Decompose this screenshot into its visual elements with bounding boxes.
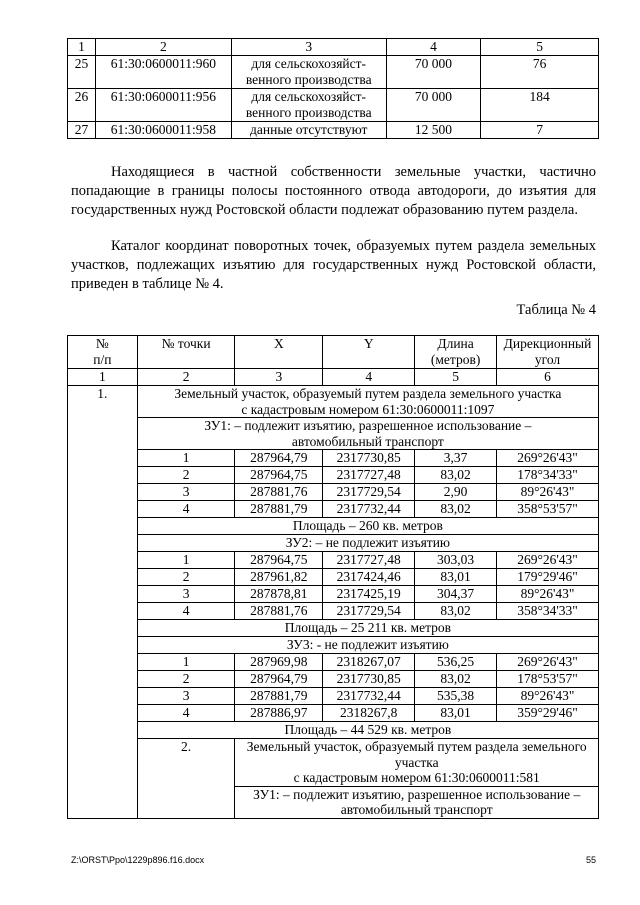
value-cell: 184 <box>481 89 599 122</box>
header-length <box>415 336 497 369</box>
x-coordinate: 287881,76 <box>235 484 323 501</box>
x-coordinate: 287964,79 <box>235 450 323 467</box>
land-use: данные отсутствуют <box>231 122 386 139</box>
coordinate-row <box>68 603 599 620</box>
land-use <box>231 89 386 122</box>
section-title <box>235 739 599 787</box>
paragraph-catalog: Каталог координат поворотных точек, образуемых путем раздела земельных участков, подлежащих изъятию для государственных нужд Ростовской области, приведен в таблице № 4. <box>71 238 596 292</box>
point-number: 3 <box>137 688 235 705</box>
y-coordinate: 2317729,54 <box>323 484 415 501</box>
y-coordinate: 2318267,07 <box>323 654 415 671</box>
area-value: 70 000 <box>386 56 481 89</box>
subplot-title <box>137 418 598 450</box>
coordinate-row <box>68 552 599 569</box>
length-value: 3,37 <box>415 450 497 467</box>
subplot-title-line: автомобильный транспорт <box>291 433 444 449</box>
direction-angle: 359°29'46" <box>497 705 599 722</box>
area-value: 70 000 <box>386 89 481 122</box>
header-x: X <box>235 336 323 369</box>
subplot-row <box>68 637 599 654</box>
subplot-title-line: ЗУ1: – подлежит изъятию, разрешенное использование – <box>253 786 581 802</box>
column-number-row <box>68 369 599 386</box>
header-length-line: (метров) <box>430 352 481 367</box>
header-length-line: Длина <box>437 336 474 351</box>
section-title-row <box>68 386 599 418</box>
column-number: 4 <box>323 369 415 386</box>
land-use-line: венного производства <box>245 105 372 120</box>
coordinate-row <box>68 705 599 722</box>
table-header-cell: 2 <box>95 39 231 56</box>
point-number: 1 <box>137 654 235 671</box>
point-number: 1 <box>137 450 235 467</box>
table-row <box>68 89 599 122</box>
length-value: 83,02 <box>415 603 497 620</box>
y-coordinate: 2317730,85 <box>323 671 415 688</box>
coordinate-row <box>68 688 599 705</box>
land-use-line: венного производства <box>245 72 372 87</box>
x-coordinate: 287964,75 <box>235 552 323 569</box>
table-row <box>68 122 599 139</box>
table-header-cell: 1 <box>68 39 96 56</box>
paragraph-private-plots: Находящиеся в частной собственности земельные участки, частично попадающие в границы полосы постоянного отвода автодороги, до изъятия для государственных нужд Ростовской области подлежат образованию путем раздела. <box>71 164 596 218</box>
coordinates-table <box>67 335 599 819</box>
direction-angle: 269°26'43" <box>497 552 599 569</box>
subplot-title-line: автомобильный транспорт <box>340 802 493 817</box>
point-number: 3 <box>137 484 235 501</box>
subplot-title: ЗУ3: - не подлежит изъятию <box>137 637 598 654</box>
area-row <box>68 518 599 535</box>
section-title-line: с кадастровым номером 61:30:0600011:1097 <box>241 401 495 417</box>
y-coordinate: 2317732,44 <box>323 501 415 518</box>
direction-angle: 89°26'43" <box>497 484 599 501</box>
point-number: 2 <box>137 671 235 688</box>
length-value: 83,02 <box>415 467 497 484</box>
y-coordinate: 2317727,48 <box>323 467 415 484</box>
y-coordinate: 2318267,8 <box>323 705 415 722</box>
point-number: 2 <box>137 467 235 484</box>
point-number: 4 <box>137 705 235 722</box>
subplot-title: ЗУ2: – не подлежит изъятию <box>137 535 598 552</box>
column-number: 5 <box>415 369 497 386</box>
area-total: Площадь – 44 529 кв. метров <box>137 722 598 739</box>
length-value: 2,90 <box>415 484 497 501</box>
cadastral-number: 61:30:0600011:960 <box>95 56 231 89</box>
table-header-cell: 5 <box>481 39 599 56</box>
table-caption: Таблица № 4 <box>516 302 596 318</box>
x-coordinate: 287886,97 <box>235 705 323 722</box>
y-coordinate: 2317729,54 <box>323 603 415 620</box>
coordinate-row <box>68 569 599 586</box>
header-angle <box>497 336 599 369</box>
section-number: 1. <box>68 386 138 819</box>
section-title-line: с кадастровым номером 61:30:0600011:581 <box>293 770 540 785</box>
point-number: 4 <box>137 603 235 620</box>
direction-angle: 358°34'33" <box>497 603 599 620</box>
section-title-line: Земельный участок, образуемый путем раздела земельного участка <box>174 386 562 401</box>
table-header-row <box>68 336 599 369</box>
x-coordinate: 287961,82 <box>235 569 323 586</box>
length-value: 535,38 <box>415 688 497 705</box>
x-coordinate: 287881,76 <box>235 603 323 620</box>
direction-angle: 89°26'43" <box>497 688 599 705</box>
footer-file-path: Z:\ORST\Ppo\1229p896.f16.docx <box>71 855 205 865</box>
table-header-cell: 4 <box>386 39 481 56</box>
section-title-line: Земельный участок, образуемый путем раздела земельного участка <box>246 739 587 770</box>
subplot-row <box>68 418 599 450</box>
coordinate-row <box>68 654 599 671</box>
y-coordinate: 2317730,85 <box>323 450 415 467</box>
point-number: 3 <box>137 586 235 603</box>
x-coordinate: 287964,75 <box>235 467 323 484</box>
header-number-line: п/п <box>93 352 112 367</box>
x-coordinate: 287969,98 <box>235 654 323 671</box>
area-row <box>68 722 599 739</box>
point-number: 1 <box>137 552 235 569</box>
area-total: Площадь – 25 211 кв. метров <box>137 620 598 637</box>
section-title <box>137 386 598 418</box>
area-total: Площадь – 260 кв. метров <box>137 518 598 535</box>
value-cell: 7 <box>481 122 599 139</box>
page-number: 55 <box>585 855 596 865</box>
header-angle-line: угол <box>534 352 561 367</box>
column-number: 1 <box>68 369 138 386</box>
value-cell: 76 <box>481 56 599 89</box>
header-number <box>68 336 138 369</box>
section-title-row <box>68 739 599 787</box>
direction-angle: 89°26'43" <box>497 586 599 603</box>
land-use-line: для сельскохозяйст- <box>251 56 367 71</box>
y-coordinate: 2317727,48 <box>323 552 415 569</box>
header-angle-line: Дирекционный <box>503 336 592 351</box>
table-header-cell: 3 <box>231 39 386 56</box>
header-number-line: № <box>95 336 109 351</box>
column-number: 6 <box>497 369 599 386</box>
x-coordinate: 287881,79 <box>235 688 323 705</box>
length-value: 304,37 <box>415 586 497 603</box>
subplot-title-line: ЗУ1: – подлежит изъятию, разрешенное использование – <box>204 418 532 433</box>
point-number: 4 <box>137 501 235 518</box>
length-value: 303,03 <box>415 552 497 569</box>
direction-angle: 358°53'57" <box>497 501 599 518</box>
area-row <box>68 620 599 637</box>
coordinate-row <box>68 501 599 518</box>
row-number: 26 <box>68 89 96 122</box>
row-number: 25 <box>68 56 96 89</box>
header-y: Y <box>323 336 415 369</box>
direction-angle: 269°26'43" <box>497 654 599 671</box>
table-row <box>68 56 599 89</box>
land-plots-table <box>67 38 599 139</box>
x-coordinate: 287964,79 <box>235 671 323 688</box>
coordinate-row <box>68 450 599 467</box>
y-coordinate: 2317424,46 <box>323 569 415 586</box>
coordinate-row <box>68 484 599 501</box>
length-value: 83,01 <box>415 705 497 722</box>
direction-angle: 178°53'57" <box>497 671 599 688</box>
length-value: 83,02 <box>415 671 497 688</box>
x-coordinate: 287878,81 <box>235 586 323 603</box>
length-value: 536,25 <box>415 654 497 671</box>
section-number: 2. <box>137 739 235 819</box>
length-value: 83,02 <box>415 501 497 518</box>
column-number: 2 <box>137 369 235 386</box>
x-coordinate: 287881,79 <box>235 501 323 518</box>
land-use-line: для сельскохозяйст- <box>251 89 367 104</box>
table-header-row <box>68 39 599 56</box>
direction-angle: 269°26'43" <box>497 450 599 467</box>
direction-angle: 179°29'46" <box>497 569 599 586</box>
point-number: 2 <box>137 569 235 586</box>
area-value: 12 500 <box>386 122 481 139</box>
column-number: 3 <box>235 369 323 386</box>
cadastral-number: 61:30:0600011:958 <box>95 122 231 139</box>
direction-angle: 178°34'33" <box>497 467 599 484</box>
y-coordinate: 2317425,19 <box>323 586 415 603</box>
subplot-title <box>235 786 599 818</box>
cadastral-number: 61:30:0600011:956 <box>95 89 231 122</box>
subplot-row <box>68 535 599 552</box>
coordinate-row <box>68 467 599 484</box>
y-coordinate: 2317732,44 <box>323 688 415 705</box>
coordinate-row <box>68 586 599 603</box>
header-point: № точки <box>137 336 235 369</box>
row-number: 27 <box>68 122 96 139</box>
land-use <box>231 56 386 89</box>
coordinate-row <box>68 671 599 688</box>
length-value: 83,01 <box>415 569 497 586</box>
